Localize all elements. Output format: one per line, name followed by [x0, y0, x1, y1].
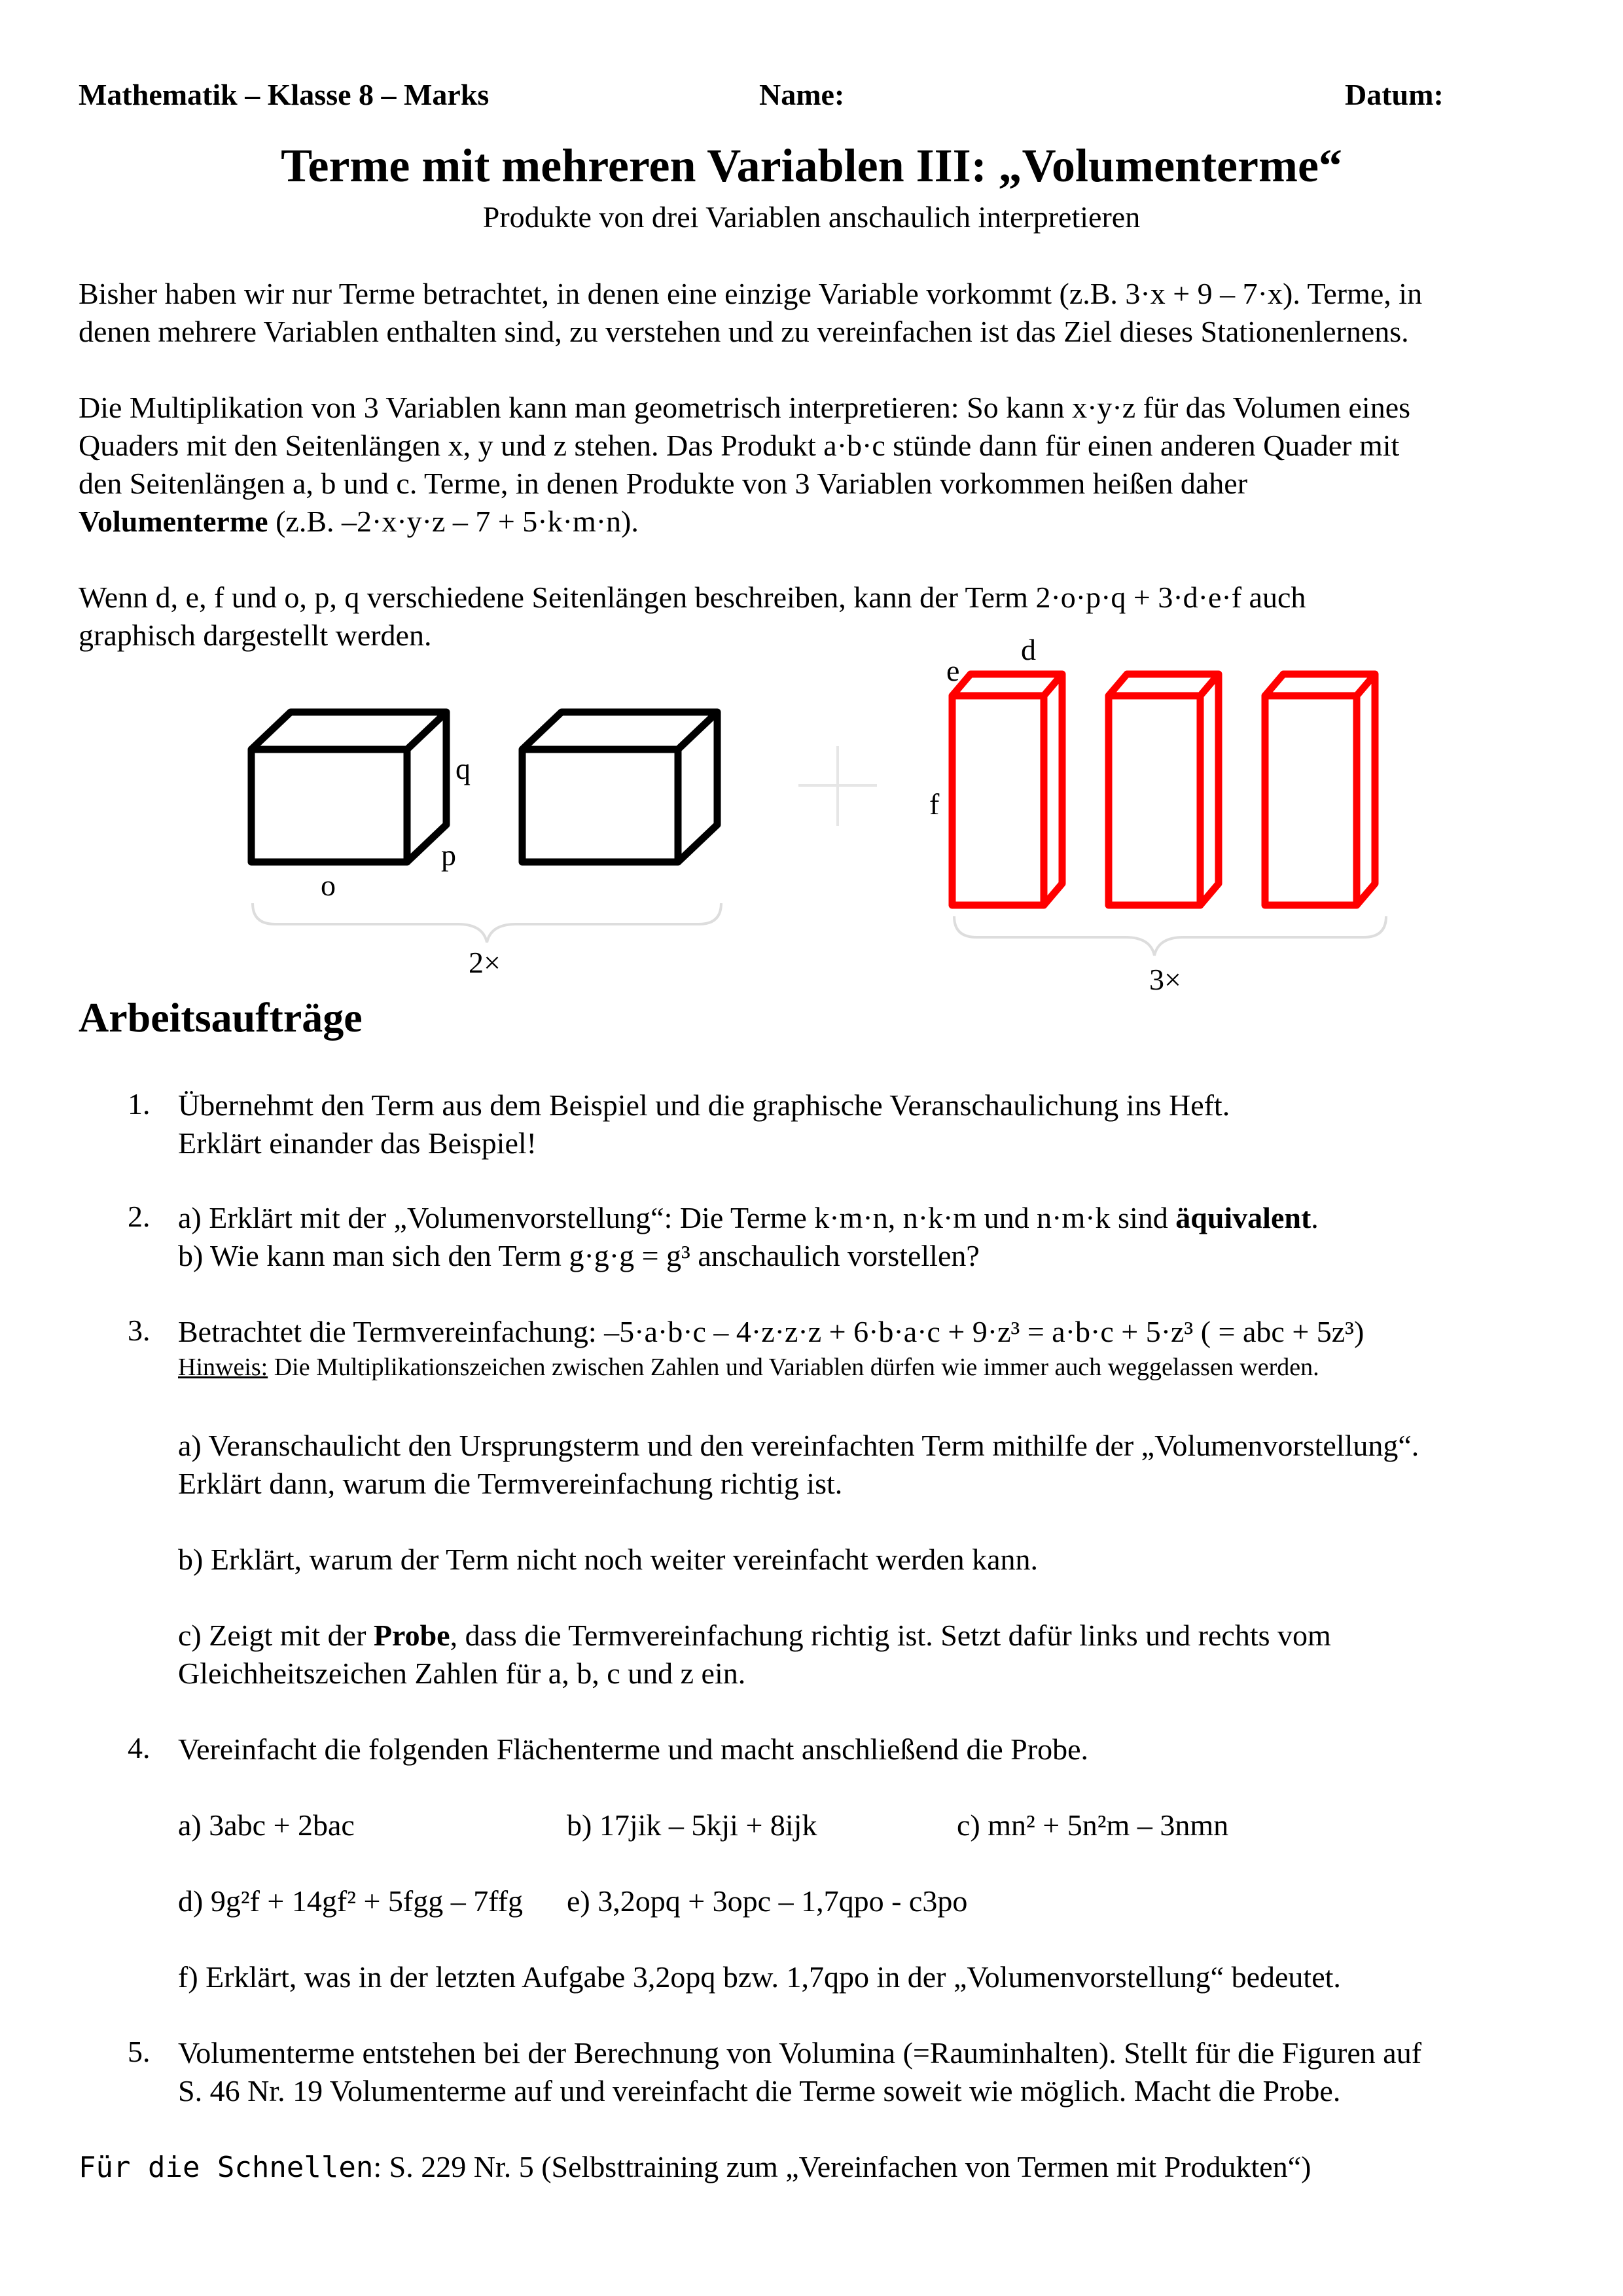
text-line: Betrachtet die Termvereinfachung: –5·a·b·c – 4·z·z·z + 6·b·a·c + 9·z³ = a·b·c + 5·z³ ( = abc + 5z³)	[178, 1315, 1364, 1348]
name-label: Name:	[759, 78, 845, 111]
task-4d: d) 9g²f + 14gf² + 5fgg – 7ffg	[178, 1884, 524, 1918]
text-line: Erklärt einander das Beispiel!	[178, 1126, 537, 1160]
multiplier-3: 3×	[1149, 963, 1181, 996]
black-cuboid-2	[522, 712, 717, 862]
plus-sign	[798, 746, 877, 826]
black-cuboid-1	[251, 712, 446, 862]
text-line: Erklärt dann, warum die Termvereinfachung richtig ist.	[178, 1467, 843, 1500]
label-p: p	[441, 838, 456, 872]
task-4e: e) 3,2opq + 3opc – 1,7qpo - c3po	[567, 1884, 968, 1918]
task-1	[178, 1086, 1578, 1162]
page-title: Terme mit mehreren Variablen III: „Volumenterme“	[281, 139, 1342, 192]
tasks-heading: Arbeitsaufträge	[79, 994, 363, 1041]
text-line: c) Zeigt mit der Probe, dass die Termvereinfachung richtig ist. Setzt dafür links und rechts vom	[178, 1619, 1331, 1652]
red-cuboid-2	[1109, 674, 1219, 905]
task-3c	[178, 1617, 1605, 1693]
keyword-volumenterme: Volumenterme	[79, 505, 268, 538]
task-3	[178, 1313, 1605, 1384]
task-3b: b) Erklärt, warum der Term nicht noch weiter vereinfacht werden kann.	[178, 1543, 1039, 1576]
text-line: Quaders mit den Seitenlängen x, y und z stehen. Das Produkt a·b·c stünde dann für einen anderen Quader mit	[79, 429, 1400, 462]
date-label: Datum:	[1345, 78, 1444, 111]
red-cuboid-3	[1265, 674, 1375, 905]
text-line: a) Erklärt mit der „Volumenvorstellung“: Die Terme k·m·n, n·k·m und n·m·k sind äquivalent.	[178, 1201, 1319, 1234]
text-line: Volumenterme (z.B. –2·x·y·z – 7 + 5·k·m·n).	[79, 505, 639, 538]
label-q: q	[455, 752, 471, 785]
task-4c: c) mn² + 5n²m – 3nmn	[957, 1808, 1229, 1842]
task-4f: f) Erklärt, was in der letzten Aufgabe 3,2opq bzw. 1,7qpo in der „Volumenvorstellung“ bedeutet.	[178, 1960, 1341, 1994]
task-5	[178, 2034, 1605, 2110]
task-2	[178, 1199, 1578, 1275]
keyword-aequivalent: äquivalent	[1175, 1201, 1311, 1234]
brace-red	[954, 916, 1386, 956]
page-subtitle: Produkte von drei Variablen anschaulich interpretieren	[482, 200, 1141, 234]
text-line: Bisher haben wir nur Terme betrachtet, in denen eine einzige Variable vorkommt (z.B. 3·x + 9 – 7·x). Terme, in	[79, 277, 1423, 310]
text-line: Volumenterme entstehen bei der Berechnung von Volumina (=Rauminhalten). Stellt für die Figuren auf	[178, 2036, 1422, 2070]
text-line: Übernehmt den Term aus dem Beispiel und die graphische Veranschaulichung ins Heft.	[178, 1088, 1230, 1122]
red-cuboid-1	[952, 674, 1062, 905]
task-number: 5.	[128, 2035, 151, 2068]
label-o: o	[321, 869, 336, 902]
hint-line: Hinweis: Die Multiplikationszeichen zwischen Zahlen und Variablen dürfen wie immer auch weggelassen werden.	[178, 1354, 1319, 1381]
task-4b: b) 17jik – 5kji + 8ijk	[567, 1808, 817, 1842]
footer-line: Für die Schnellen: S. 229 Nr. 5 (Selbsttraining zum „Vereinfachen von Termen mit Produkten“)	[79, 2150, 1311, 2184]
handwritten-label: Für die Schnellen	[79, 2151, 374, 2184]
label-d: d	[1021, 633, 1036, 666]
text-line: a) Veranschaulicht den Ursprungsterm und den vereinfachten Term mithilfe der „Volumenvorstellung“.	[178, 1429, 1419, 1462]
label-f: f	[929, 787, 940, 821]
task-number: 1.	[128, 1087, 151, 1121]
task-4a: a) 3abc + 2bac	[178, 1808, 355, 1842]
text-line: denen mehrere Variablen enthalten sind, zu verstehen und zu vereinfachen ist das Ziel dieses Stationenlernens.	[79, 315, 1409, 348]
task-4-intro: Vereinfacht die folgenden Flächenterme und macht anschließend die Probe.	[178, 1732, 1088, 1766]
text-line: Wenn d, e, f und o, p, q verschiedene Seitenlängen beschreiben, kann der Term 2·o·p·q + 3·d·e·f auch	[79, 581, 1306, 614]
task-3a	[178, 1427, 1605, 1503]
multiplier-2: 2×	[469, 946, 501, 979]
text-line: Die Multiplikation von 3 Variablen kann man geometrisch interpretieren: So kann x·y·z für das Volumen eines	[79, 391, 1411, 424]
label-e: e	[946, 654, 960, 687]
task-number: 2.	[128, 1200, 151, 1233]
keyword-probe: Probe	[373, 1619, 450, 1652]
text-line: Gleichheitszeichen Zahlen für a, b, c und z ein.	[178, 1657, 746, 1690]
task-number: 4.	[128, 1731, 151, 1765]
course-header: Mathematik – Klasse 8 – Marks	[79, 78, 490, 111]
task-number: 3.	[128, 1314, 151, 1347]
text-line: S. 46 Nr. 19 Volumenterme auf und vereinfacht die Terme soweit wie möglich. Macht die Probe.	[178, 2074, 1341, 2108]
text-line: b) Wie kann man sich den Term g·g·g = g³ anschaulich vorstellen?	[178, 1239, 980, 1272]
text-line: den Seitenlängen a, b und c. Terme, in denen Produkte von 3 Variablen vorkommen heißen daher	[79, 467, 1248, 500]
text-line: graphisch dargestellt werden.	[79, 619, 432, 652]
brace-black	[253, 903, 721, 942]
hint-label: Hinweis:	[178, 1354, 268, 1381]
